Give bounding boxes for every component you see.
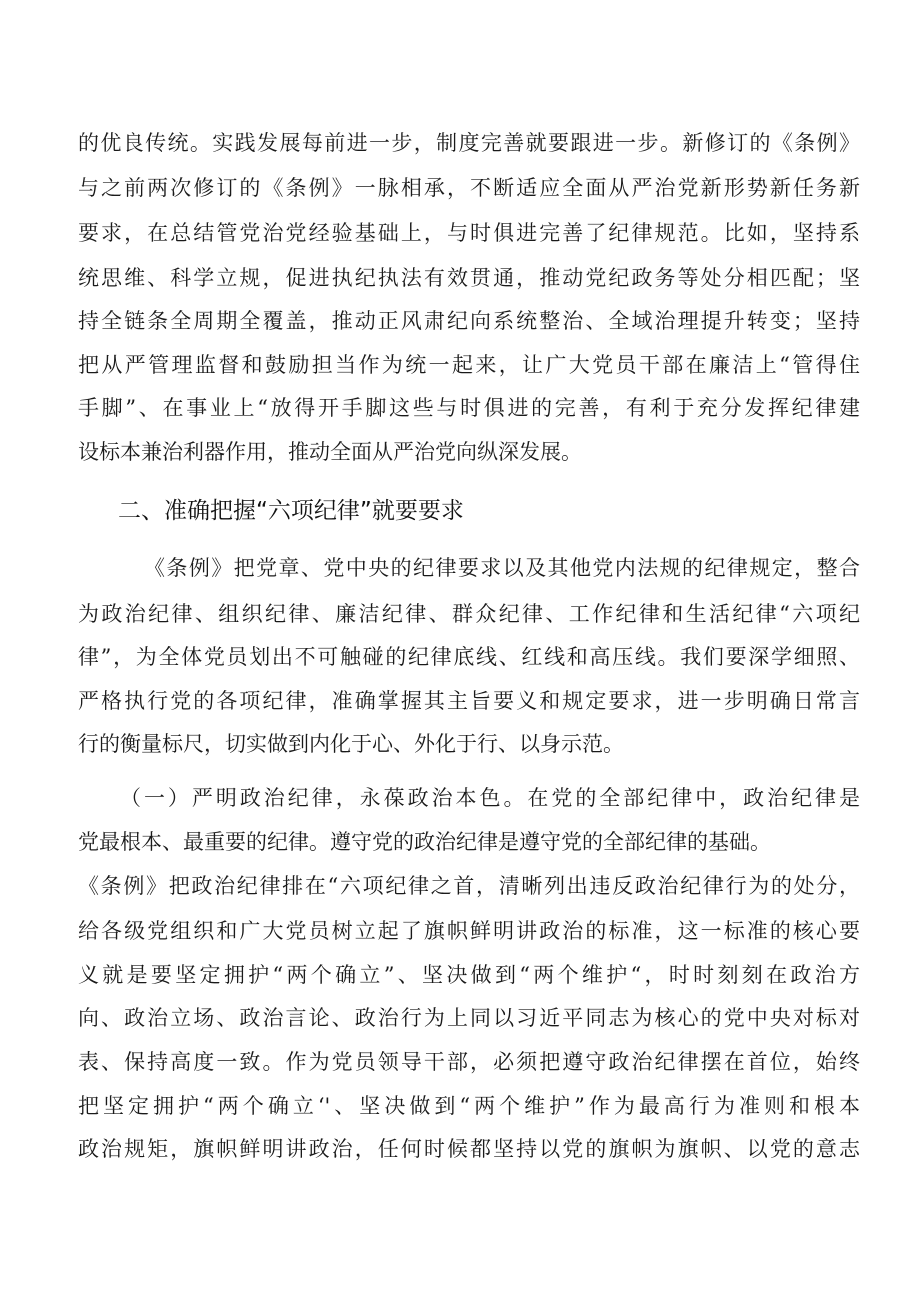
paragraph-2-line: 《条例》把党章、党中央的纪律要求以及其他党内法规的纪律规定，整合 bbox=[144, 556, 860, 580]
paragraph-1-line: 要求，在总结管党治党经验基础上，与时俱进完善了纪律规范。比如，坚持系 bbox=[78, 221, 860, 245]
paragraph-3-line: 把坚定拥护“两个确立‘'、坚决做到“两个维护”作为最高行为准则和根本 bbox=[78, 1094, 860, 1118]
paragraph-1-line: 统思维、科学立规，促进执纪执法有效贯通，推动党纪政务等处分相匹配；坚 bbox=[78, 266, 860, 290]
paragraph-3-line: 《条例》把政治纪律排在“六项纪律之首，清晰列出违反政治纪律行为的处分， bbox=[78, 874, 860, 898]
paragraph-1-line: 把从严管理监督和鼓励担当作为统一起来，让广大党员干部在廉洁上“管得住 bbox=[78, 353, 860, 377]
paragraph-3-line: 义就是要坚定拥护“两个确立”、坚决做到“两个维护“，时时刻刻在政治方 bbox=[78, 963, 860, 987]
paragraph-3-line: 政治规矩，旗帜鲜明讲政治，任何时候都坚持以党的旗帜为旗帜、以党的意志 bbox=[78, 1137, 860, 1161]
paragraph-2-line: 行的衡量标尺，切实做到内化于心、外化于行、以身示范。 bbox=[78, 732, 624, 756]
paragraph-1-line: 持全链条全周期全覆盖，推动正风肃纪向系统整治、全域治理提升转变；坚持 bbox=[78, 309, 860, 333]
section-heading: 二、准确把握“六项纪律”就要要求 bbox=[118, 498, 464, 524]
paragraph-2-line: 为政治纪律、组织纪律、廉洁纪律、群众纪律、工作纪律和生活纪律“六项纪 bbox=[78, 602, 860, 626]
paragraph-3-line: （一）严明政治纪律，永葆政治本色。在党的全部纪律中，政治纪律是 bbox=[120, 786, 860, 810]
paragraph-1-line: 的优良传统。实践发展每前进一步，制度完善就要跟进一步。新修订的《条例》 bbox=[78, 131, 860, 155]
paragraph-2-line: 律”，为全体党员划出不可触碰的纪律底线、红线和高压线。我们要深学细照、 bbox=[78, 645, 860, 669]
paragraph-2-line: 严格执行党的各项纪律，准确掌握其主旨要义和规定要求，进一步明确日常言 bbox=[78, 689, 860, 713]
paragraph-1-line: 设标本兼治利器作用，推动全面从严治党向纵深发展。 bbox=[78, 440, 582, 464]
paragraph-1-line: 手脚”、在事业上“放得开手脚这些与时俱进的完善，有利于充分发挥纪律建 bbox=[78, 396, 860, 420]
paragraph-3-line: 给各级党组织和广大党员树立起了旗帜鲜明讲政治的标准，这一标准的核心要 bbox=[78, 919, 860, 943]
paragraph-3-line: 党最根本、最重要的纪律。遵守党的政治纪律是遵守党的全部纪律的基础。 bbox=[78, 830, 771, 854]
paragraph-3-line: 向、政治立场、政治言论、政治行为上同以习近平同志为核心的党中央对标对 bbox=[78, 1006, 860, 1030]
paragraph-1-line: 与之前两次修订的《条例》一脉相承，不断适应全面从严治党新形势新任务新 bbox=[78, 176, 860, 200]
paragraph-3-line: 表、保持高度一致。作为党员领导干部，必须把遵守政治纪律摆在首位，始终 bbox=[78, 1050, 860, 1074]
